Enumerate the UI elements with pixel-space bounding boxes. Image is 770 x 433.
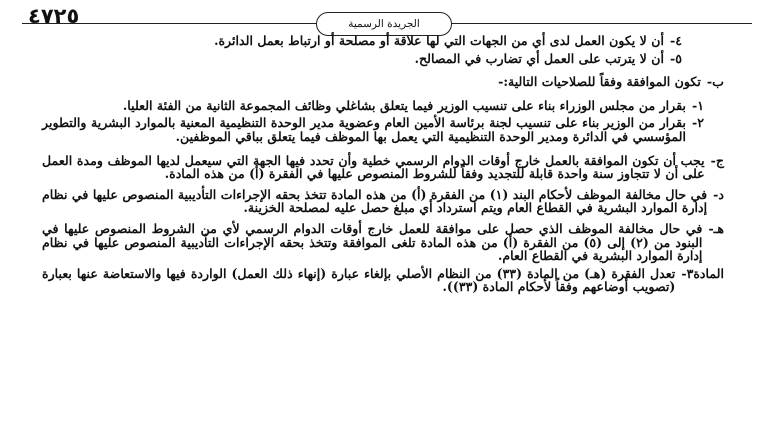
clause-text: بقرار من الوزير بناء على تنسيب لجنة برئاسة الأمين العام وعضوية مدير الوحدة التنظيمية المعنية بالموارد البشرية والتطوير المؤسسي في الدائرة ومدير الوحدة التنظيمية التي يعمل بها الموظف فيما يتعلق بباقي الموظفين. — [42, 115, 686, 144]
section-text: في حال مخالفة الموظف لأحكام البند (١) من الفقرة (أ) من هذه المادة تتخذ بحقه الإجراءات التأديبية المنصوص عليها في نظام إدارة الموارد البشرية في القطاع العام ويتم استرداد أي مبلغ حصل عليه لمصلحة الخزينة. — [42, 186, 708, 216]
section-b — [42, 75, 724, 89]
section-text: في حال مخالفة الموظف الذي حصل على موافقة للعمل خارج أوقات الدوام الرسمي لأي من الشروط المنصوص عليها في البنود من (٢) إلى (٥) من الفقرة (أ) من هذه المادة تلغى الموافقة وتتخذ بحقه الإجراءات التأديبية المنصوص عليها في نظام إدارة الموارد البشرية في القطاع العام. — [42, 220, 703, 264]
section-number: د- — [713, 186, 724, 202]
clause-text: أن لا يكون العمل لدى أي من الجهات التي لها علاقة أو مصلحة أو ارتباط بعمل الدائرة. — [214, 33, 664, 48]
article-3 — [42, 267, 724, 294]
section-number: ج- — [710, 152, 724, 168]
clause-text: أن لا يترتب على العمل أي تضارب في المصالح. — [414, 50, 664, 66]
section-number: ب- — [706, 74, 724, 90]
article-number: المادة٣- — [681, 265, 724, 281]
clause-number: ١- — [692, 97, 704, 113]
section-number: هـ- — [708, 220, 724, 236]
gazette-title-badge: الجريدة الرسمية — [316, 12, 452, 36]
clause-5 — [42, 52, 724, 66]
section-c — [42, 154, 724, 181]
clause-b1 — [42, 99, 724, 113]
clause-number: ٤- — [670, 33, 682, 48]
section-e — [42, 222, 724, 263]
clause-number: ٢- — [692, 115, 704, 131]
clause-4 — [42, 34, 724, 48]
clause-text: بقرار من مجلس الوزراء بناء على تنسيب الوزير فيما يتعلق بشاغلي وظائف المجموعة الثانية من الفئة العليا. — [122, 97, 686, 113]
section-text: يجب أن تكون الموافقة بالعمل خارج أوقات الدوام الرسمي خطية وأن تحدد فيها الجهة التي سيعمل لديها الموظف ومدة العمل على أن لا تتجاوز سنة واحدة قابلة للتجديد وفقاً للشروط المنصوص عليها في الفقرة (أ) من هذه المادة. — [42, 152, 705, 182]
section-d — [42, 188, 724, 215]
section-text: تكون الموافقة وفقاً للصلاحيات التالية:- — [498, 74, 701, 90]
article-text: تعدل الفقرة (هـ) من المادة (٣٣) من النظام الأصلي بإلغاء عبارة (إنهاء ذلك العمل) الواردة فيها والاستعاضة عنها بعبارة (تصويب أوضاعهم وفقاً لأحكام المادة (٣٣)). — [42, 265, 676, 295]
clause-number: ٥- — [670, 50, 682, 66]
page-number: ٤٧٢٥ — [28, 4, 80, 28]
document-body — [42, 34, 724, 294]
clause-b2 — [42, 116, 724, 143]
